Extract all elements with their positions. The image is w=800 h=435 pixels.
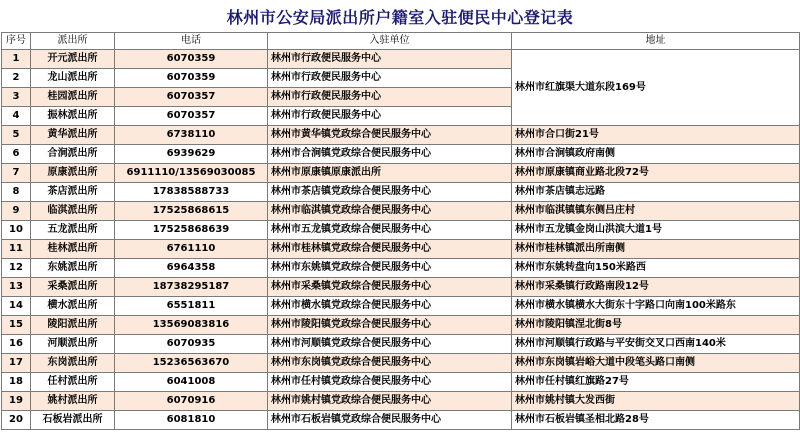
cell-station: 振林派出所 — [31, 107, 115, 126]
table-row — [2, 50, 800, 69]
cell-num: 16 — [2, 335, 31, 354]
cell-address: 林州市横水镇横水大街东十字路口向南100米路东 — [512, 297, 800, 316]
cell-num: 1 — [2, 50, 31, 69]
table-row — [2, 335, 800, 354]
header-phone: 电话 — [115, 33, 268, 50]
cell-unit: 林州市东姚镇党政综合便民服务中心 — [268, 259, 512, 278]
cell-num: 8 — [2, 183, 31, 202]
cell-station: 河顺派出所 — [31, 335, 115, 354]
header-station: 派出所 — [31, 33, 115, 50]
cell-address: 林州市合口街21号 — [512, 126, 800, 145]
table-row — [2, 221, 800, 240]
cell-phone: 6070935 — [115, 335, 268, 354]
cell-station: 茶店派出所 — [31, 183, 115, 202]
table-row — [2, 240, 800, 259]
cell-phone: 17525868615 — [115, 202, 268, 221]
cell-phone: 6070359 — [115, 50, 268, 69]
cell-phone: 6041008 — [115, 373, 268, 392]
cell-address: 林州市采桑镇行政路南段12号 — [512, 278, 800, 297]
cell-unit: 林州市行政便民服务中心 — [268, 107, 512, 126]
cell-station: 陵阳派出所 — [31, 316, 115, 335]
cell-address: 林州市合涧镇政府南侧 — [512, 145, 800, 164]
cell-unit: 林州市横水镇党政综合便民服务中心 — [268, 297, 512, 316]
cell-unit: 林州市茶店镇党政综合便民服务中心 — [268, 183, 512, 202]
header-unit: 入驻单位 — [268, 33, 512, 50]
cell-address: 林州市河顺镇行政路与平安街交叉口西南140米 — [512, 335, 800, 354]
cell-station: 五龙派出所 — [31, 221, 115, 240]
cell-phone: 6070359 — [115, 69, 268, 88]
cell-phone: 17525868639 — [115, 221, 268, 240]
cell-station: 东岗派出所 — [31, 354, 115, 373]
cell-station: 龙山派出所 — [31, 69, 115, 88]
table-row — [2, 145, 800, 164]
cell-unit: 林州市采桑镇党政综合便民服务中心 — [268, 278, 512, 297]
cell-unit: 林州市临淇镇党政综合便民服务中心 — [268, 202, 512, 221]
cell-address: 林州市东姚转盘向150米路西 — [512, 259, 800, 278]
cell-station: 桂园派出所 — [31, 88, 115, 107]
cell-station: 临淇派出所 — [31, 202, 115, 221]
cell-station: 原康派出所 — [31, 164, 115, 183]
cell-station: 采桑派出所 — [31, 278, 115, 297]
cell-phone: 6070357 — [115, 88, 268, 107]
cell-phone: 6551811 — [115, 297, 268, 316]
table-row — [2, 164, 800, 183]
cell-unit: 林州市河顺镇党政综合便民服务中心 — [268, 335, 512, 354]
table-row — [2, 297, 800, 316]
cell-num: 12 — [2, 259, 31, 278]
table-row — [2, 316, 800, 335]
cell-unit: 林州市石板岩镇党政综合便民服务中心 — [268, 411, 512, 430]
cell-phone: 15236563670 — [115, 354, 268, 373]
cell-station: 桂林派出所 — [31, 240, 115, 259]
cell-station: 黄华派出所 — [31, 126, 115, 145]
cell-station: 开元派出所 — [31, 50, 115, 69]
cell-station: 东姚派出所 — [31, 259, 115, 278]
cell-address: 林州市陵阳镇涅北街8号 — [512, 316, 800, 335]
cell-address-merged: 林州市红旗渠大道东段169号 — [512, 50, 800, 126]
cell-phone: 13569083816 — [115, 316, 268, 335]
cell-address: 林州市五龙镇金岗山洪滨大道1号 — [512, 221, 800, 240]
table-row — [2, 373, 800, 392]
cell-num: 6 — [2, 145, 31, 164]
cell-unit: 林州市姚村镇党政综合便民服务中心 — [268, 392, 512, 411]
cell-num: 7 — [2, 164, 31, 183]
cell-station: 任村派出所 — [31, 373, 115, 392]
table-row — [2, 126, 800, 145]
cell-phone: 18738295187 — [115, 278, 268, 297]
table-row — [2, 354, 800, 373]
cell-unit: 林州市东岗镇党政综合便民服务中心 — [268, 354, 512, 373]
cell-phone: 6070916 — [115, 392, 268, 411]
table-row — [2, 278, 800, 297]
cell-unit: 林州市陵阳镇党政综合便民服务中心 — [268, 316, 512, 335]
cell-num: 9 — [2, 202, 31, 221]
header-num: 序号 — [2, 33, 31, 50]
page-title: 林州市公安局派出所户籍室入驻便民中心登记表 — [226, 8, 574, 27]
registry-table — [1, 32, 800, 430]
cell-num: 11 — [2, 240, 31, 259]
cell-address: 林州市原康镇商业路北段72号 — [512, 164, 800, 183]
cell-num: 4 — [2, 107, 31, 126]
cell-address: 林州市桂林镇派出所南侧 — [512, 240, 800, 259]
cell-unit: 林州市行政便民服务中心 — [268, 50, 512, 69]
cell-num: 10 — [2, 221, 31, 240]
cell-unit: 林州市行政便民服务中心 — [268, 69, 512, 88]
cell-unit: 林州市黄华镇党政综合便民服务中心 — [268, 126, 512, 145]
table-row — [2, 411, 800, 430]
cell-num: 17 — [2, 354, 31, 373]
cell-station: 石板岩派出所 — [31, 411, 115, 430]
table-row — [2, 259, 800, 278]
cell-station: 横水派出所 — [31, 297, 115, 316]
cell-address: 林州市临淇镇镇东侧吕庄村 — [512, 202, 800, 221]
cell-num: 15 — [2, 316, 31, 335]
table-row — [2, 202, 800, 221]
cell-phone: 6070357 — [115, 107, 268, 126]
cell-phone: 6939629 — [115, 145, 268, 164]
cell-num: 13 — [2, 278, 31, 297]
cell-num: 2 — [2, 69, 31, 88]
cell-address: 林州市茶店镇志远路 — [512, 183, 800, 202]
cell-num: 5 — [2, 126, 31, 145]
cell-unit: 林州市任村镇党政综合便民服务中心 — [268, 373, 512, 392]
cell-station: 合涧派出所 — [31, 145, 115, 164]
cell-address: 林州市姚村镇大发西街 — [512, 392, 800, 411]
registry-body — [2, 50, 800, 430]
cell-station: 姚村派出所 — [31, 392, 115, 411]
cell-phone: 6964358 — [115, 259, 268, 278]
cell-unit: 林州市原康镇原康派出所 — [268, 164, 512, 183]
cell-num: 3 — [2, 88, 31, 107]
cell-unit: 林州市桂林镇党政综合便民服务中心 — [268, 240, 512, 259]
table-row — [2, 183, 800, 202]
cell-unit: 林州市行政便民服务中心 — [268, 88, 512, 107]
cell-address: 林州市石板岩镇圣相北路28号 — [512, 411, 800, 430]
cell-address: 林州市东岗镇岩峪大道中段笔头路口南侧 — [512, 354, 800, 373]
cell-phone: 6081810 — [115, 411, 268, 430]
cell-num: 20 — [2, 411, 31, 430]
cell-unit: 林州市合涧镇党政综合便民服务中心 — [268, 145, 512, 164]
cell-phone: 6911110/13569030085 — [115, 164, 268, 183]
cell-address: 林州市任村镇红旗路27号 — [512, 373, 800, 392]
cell-phone: 6761110 — [115, 240, 268, 259]
cell-phone: 6738110 — [115, 126, 268, 145]
cell-num: 18 — [2, 373, 31, 392]
cell-unit: 林州市五龙镇党政综合便民服务中心 — [268, 221, 512, 240]
table-row — [2, 392, 800, 411]
cell-num: 19 — [2, 392, 31, 411]
cell-phone: 17838588733 — [115, 183, 268, 202]
header-row — [2, 33, 800, 50]
cell-num: 14 — [2, 297, 31, 316]
header-address: 地址 — [512, 33, 800, 50]
